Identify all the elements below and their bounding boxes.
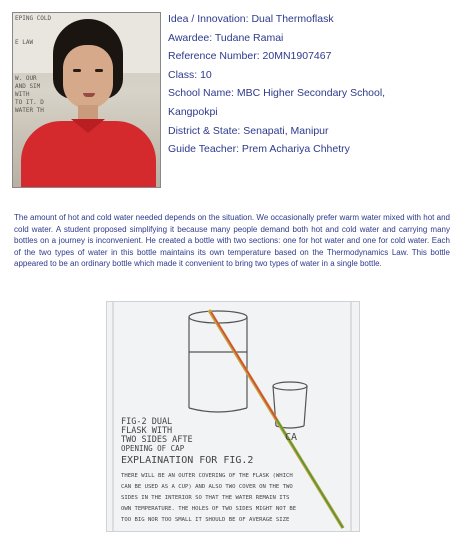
explanation-line: OWN TEMPERATURE. THE HOLES OF TWO SIDES MIGHT NOT BE — [121, 506, 297, 512]
board-text: WATER TH — [15, 107, 44, 114]
district-field: District & State: Senapati, Manipur — [168, 124, 329, 137]
class-field: Class: 10 — [168, 68, 212, 81]
board-text: TO IT. D — [15, 99, 44, 106]
explanation-title: EXPLAINATION FOR FIG.2 — [121, 455, 254, 466]
reference-field: Reference Number: 20MN1907467 — [168, 50, 332, 63]
guide-field: Guide Teacher: Prem Achariya Chhetry — [168, 143, 350, 156]
cap-label: CA — [285, 432, 298, 443]
fig-label: FIG-2 DUAL — [121, 417, 173, 427]
explanation-line: TOO BIG NOR TOO SMALL IT SHOULD BE OF AVERAGE SIZE — [121, 517, 290, 523]
board-text: W. OUR — [15, 75, 37, 82]
board-text: WITH — [15, 91, 30, 98]
explanation-line: CAN BE USED AS A CUP) AND ALSO TWO COVER ON THE TWO — [121, 484, 293, 490]
sketch-photo — [106, 301, 360, 532]
school-field: School Name: MBC Higher Secondary School, — [168, 87, 386, 100]
fig-label: TWO SIDES AFTE — [121, 435, 193, 445]
school-field-cont: Kangpokpi — [168, 105, 218, 118]
description-paragraph: The amount of hot and cold water needed depends on the situation. We occasionally prefer warm water mixed with hot and cold water. A student proposed simplifying it because many people demand both hot and cold water and carrying many bottles on a journey is inconvenient. He created a bottle with two sections: one for hot water and one for cold water. Each of the two types of water in this bottle maintains its own temperature based on the Thermodynamics Law. This bottle appeared to be an ordinary bottle which made it convenient to bring two types of water in a single bottle. — [14, 213, 450, 269]
fig-label: OPENING OF CAP — [121, 444, 185, 453]
explanation-line: SIDES IN THE INTERIOR SO THAT THE WATER REMAIN ITS — [121, 495, 290, 501]
awardee-photo — [12, 12, 161, 188]
board-text: EPING COLD — [15, 15, 52, 22]
awardee-field: Awardee: Tudane Ramai — [168, 31, 284, 44]
face — [63, 45, 113, 109]
idea-field: Idea / Innovation: Dual Thermoflask — [168, 13, 334, 25]
sketch-drawing — [107, 302, 359, 531]
fig-label: FLASK WITH — [121, 426, 173, 436]
board-text: E LAW — [15, 39, 34, 46]
left-eye — [73, 69, 81, 72]
awardee-info — [168, 10, 464, 159]
board-text: AND SIM — [15, 83, 41, 90]
right-eye — [95, 69, 103, 72]
explanation-line: THERE WILL BE AN OUTER COVERING OF THE FLASK (WHICH — [121, 473, 293, 479]
